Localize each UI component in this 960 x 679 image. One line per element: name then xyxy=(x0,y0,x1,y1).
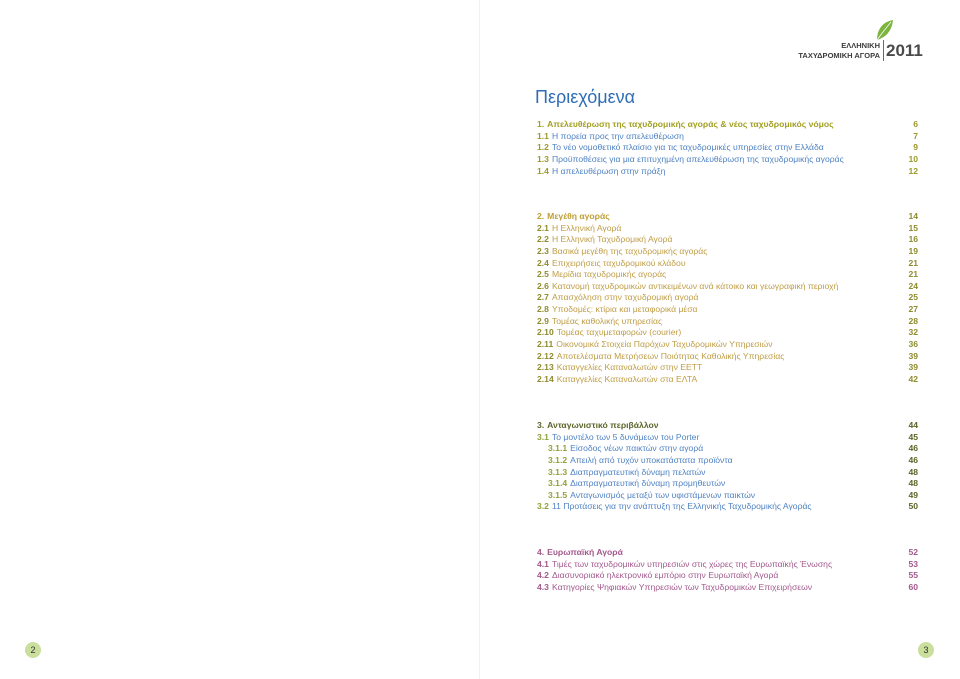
toc-entry xyxy=(537,339,918,351)
entry-number: 3.1.1 xyxy=(548,443,568,454)
entry-page: 39 xyxy=(908,362,918,373)
entry-page: 19 xyxy=(908,245,918,256)
entry-page: 27 xyxy=(908,304,918,315)
entry-number: 2.8 xyxy=(537,304,549,315)
entry-number: 3.1.4 xyxy=(548,478,568,489)
entry-title: Απασχόληση στην ταχυδρομική αγορά xyxy=(551,292,699,303)
entry-number: 4.1 xyxy=(537,558,549,569)
entry-number: 4.3 xyxy=(537,581,549,592)
page-fold xyxy=(479,0,480,679)
entry-number: 2.14 xyxy=(537,373,554,384)
toc-section-heading xyxy=(537,420,918,432)
entry-number: 2.11 xyxy=(537,339,554,350)
entry-number: 2.3 xyxy=(537,245,549,256)
entry-title: Καταγγελίες Καταναλωτών στα ΕΛΤΑ xyxy=(556,373,698,384)
toc-entry xyxy=(537,559,918,571)
entry-number: 2.1 xyxy=(537,222,549,233)
entry-page: 45 xyxy=(908,431,918,442)
entry-title: Διαπραγματευτική δύναμη προμηθευτών xyxy=(570,478,726,489)
entry-title: Απειλή από τυχόν υποκατάστατα προϊόντα xyxy=(570,454,733,465)
entry-page: 9 xyxy=(913,142,918,153)
entry-number: 3.1.5 xyxy=(548,489,568,500)
entry-page: 24 xyxy=(908,280,918,291)
logo-divider xyxy=(883,40,884,61)
toc-entry xyxy=(537,142,918,154)
toc-entry xyxy=(537,374,918,386)
entry-number: 3.1.2 xyxy=(548,454,568,465)
entry-number: 2.7 xyxy=(537,292,549,303)
entry-number: 1.4 xyxy=(537,165,549,176)
toc-section-3 xyxy=(537,420,918,513)
toc-section-2 xyxy=(537,211,918,386)
entry-title: Διαπραγματευτική δύναμη πελατών xyxy=(570,466,706,477)
entry-title: Διασυνοριακό ηλεκτρονικό εμπόριο στην Ευρωπαϊκή Αγορά xyxy=(551,570,779,581)
section-number: 2. xyxy=(537,211,545,221)
entry-title: Τομέας καθολικής υπηρεσίας xyxy=(551,315,663,326)
logo-line1: ΕΛΛΗΝΙΚΗ xyxy=(841,41,880,50)
section-title: Ευρωπαϊκή Αγορά xyxy=(547,547,623,557)
toc-entry xyxy=(537,304,918,316)
entry-page: 48 xyxy=(908,466,918,477)
page-title: Περιεχόμενα xyxy=(535,87,636,107)
entry-number: 4.2 xyxy=(537,570,549,581)
entry-number: 3.1.3 xyxy=(548,466,568,477)
toc-subentry xyxy=(537,455,918,467)
section-page: 44 xyxy=(908,420,918,430)
entry-title: Είσοδος νέων παικτών στην αγορά xyxy=(570,443,704,454)
entry-page: 12 xyxy=(908,165,918,176)
entry-page: 7 xyxy=(913,130,918,141)
entry-title: Η Ελληνική Αγορά xyxy=(551,222,622,233)
entry-page: 32 xyxy=(908,327,918,338)
logo-wordmark xyxy=(798,41,880,61)
toc-entry xyxy=(537,281,918,293)
section-number: 4. xyxy=(537,547,545,557)
page-number-right xyxy=(918,642,934,658)
toc-entry xyxy=(537,570,918,582)
entry-number: 1.1 xyxy=(537,130,549,141)
entry-title: Η πορεία προς την απελευθέρωση xyxy=(551,130,684,141)
entry-number: 2.9 xyxy=(537,315,549,326)
entry-title: Μερίδια ταχυδρομικής αγοράς xyxy=(551,269,667,280)
section-title: Μεγέθη αγοράς xyxy=(547,211,610,221)
toc-entry xyxy=(537,223,918,235)
toc-entry xyxy=(537,351,918,363)
toc-entry xyxy=(537,316,918,328)
toc-entry xyxy=(537,131,918,143)
entry-number: 1.3 xyxy=(537,153,549,164)
section-number: 3. xyxy=(537,420,545,430)
toc-section-1 xyxy=(537,119,918,177)
toc-subentry xyxy=(537,478,918,490)
toc-entry xyxy=(537,292,918,304)
entry-number: 2.12 xyxy=(537,350,554,361)
entry-page: 21 xyxy=(908,257,918,268)
toc-entry xyxy=(537,432,918,444)
entry-title: Τομέας ταχυμεταφορών (courier) xyxy=(556,327,682,338)
entry-title: Η απελευθέρωση στην πράξη xyxy=(551,165,666,176)
toc-entry xyxy=(537,258,918,270)
section-page: 14 xyxy=(908,211,918,221)
toc-section-heading xyxy=(537,119,918,131)
entry-number: 2.2 xyxy=(537,234,549,245)
entry-number: 3.1 xyxy=(537,431,549,442)
entry-title: Το νέο νομοθετικό πλαίσιο για τις ταχυδρομικές υπηρεσίες στην Ελλάδα xyxy=(551,142,824,153)
section-page: 52 xyxy=(908,547,918,557)
leaf-icon xyxy=(873,18,895,42)
page-number-left xyxy=(25,642,41,658)
entry-title: Καταγγελίες Καταναλωτών στην ΕΕΤΤ xyxy=(556,362,703,373)
toc-entry xyxy=(537,269,918,281)
entry-number: 2.10 xyxy=(537,327,554,338)
entry-page: 42 xyxy=(908,373,918,384)
entry-page: 21 xyxy=(908,269,918,280)
toc-subentry xyxy=(537,467,918,479)
entry-title: Η Ελληνική Ταχυδρομική Αγορά xyxy=(551,234,673,245)
logo-line2: ΤΑΧΥΔΡΟΜΙΚΗ ΑΓΟΡΑ xyxy=(798,51,880,60)
toc-entry xyxy=(537,166,918,178)
toc-entry xyxy=(537,362,918,374)
entry-page: 48 xyxy=(908,478,918,489)
page-number-text: 2 xyxy=(30,645,36,655)
toc-entry xyxy=(537,246,918,258)
section-page: 6 xyxy=(913,119,918,129)
entry-title: Επιχειρήσεις ταχυδρομικού κλάδου xyxy=(551,257,686,268)
entry-title: 11 Προτάσεις για την ανάπτυξη της Ελληνικής Ταχυδρομικής Αγοράς xyxy=(551,501,812,512)
toc-entry xyxy=(537,501,918,513)
toc-section-heading xyxy=(537,547,918,559)
section-title: Ανταγωνιστικό περιβάλλον xyxy=(547,420,659,430)
toc-subentry xyxy=(537,490,918,502)
entry-page: 46 xyxy=(908,454,918,465)
entry-title: Κατανομή ταχυδρομικών αντικειμένων ανά κάτοικο και γεωγραφική περιοχή xyxy=(551,280,839,291)
entry-number: 2.13 xyxy=(537,362,554,373)
entry-title: Ανταγωνισμός μεταξύ των υφιστάμενων παικτών xyxy=(570,489,756,500)
entry-page: 25 xyxy=(908,292,918,303)
page-number-text: 3 xyxy=(923,645,929,655)
section-number: 1. xyxy=(537,119,545,129)
entry-title: Βασικά μεγέθη της ταχυδρομικής αγοράς xyxy=(551,245,708,256)
entry-page: 28 xyxy=(908,315,918,326)
toc-entry xyxy=(537,582,918,594)
entry-page: 50 xyxy=(908,501,918,512)
entry-number: 2.4 xyxy=(537,257,549,268)
toc-entry xyxy=(537,154,918,166)
entry-title: Κατηγορίες Ψηφιακών Υπηρεσιών των Ταχυδρομικών Επιχειρήσεων xyxy=(551,581,813,592)
entry-page: 60 xyxy=(908,581,918,592)
toc-entry xyxy=(537,234,918,246)
entry-page: 53 xyxy=(908,558,918,569)
entry-page: 36 xyxy=(908,339,918,350)
entry-title: Τιμές των ταχυδρομικών υπηρεσιών στις χώρες της Ευρωπαϊκής Ένωσης xyxy=(551,558,833,569)
toc-section-heading xyxy=(537,211,918,223)
logo-year: 2011 xyxy=(886,41,923,60)
entry-title: Το μοντέλο των 5 δυνάμεων του Porter xyxy=(551,431,700,442)
entry-page: 16 xyxy=(908,234,918,245)
toc-entry xyxy=(537,327,918,339)
entry-title: Υποδομές: κτίρια και μεταφορικά μέσα xyxy=(551,304,698,315)
entry-page: 39 xyxy=(908,350,918,361)
entry-number: 2.6 xyxy=(537,280,549,291)
entry-page: 55 xyxy=(908,570,918,581)
entry-page: 49 xyxy=(908,489,918,500)
entry-number: 2.5 xyxy=(537,269,549,280)
entry-page: 46 xyxy=(908,443,918,454)
toc-section-4 xyxy=(537,547,918,594)
section-title: Απελευθέρωση της ταχυδρομικής αγοράς & νέος ταχυδρομικός νόμος xyxy=(547,119,834,129)
entry-title: Οικονομικά Στοιχεία Παρόχων Ταχυδρομικών Υπηρεσιών xyxy=(556,339,773,350)
entry-title: Προϋποθέσεις για μια επιτυχημένη απελευθέρωση της ταχυδρομικής αγοράς xyxy=(551,153,844,164)
entry-number: 1.2 xyxy=(537,142,549,153)
toc-subentry xyxy=(537,443,918,455)
entry-title: Αποτελέσματα Μετρήσεων Ποιότητας Καθολικής Υπηρεσίας xyxy=(556,350,785,361)
entry-number: 3.2 xyxy=(537,501,549,512)
entry-page: 10 xyxy=(908,153,918,164)
entry-page: 15 xyxy=(908,222,918,233)
